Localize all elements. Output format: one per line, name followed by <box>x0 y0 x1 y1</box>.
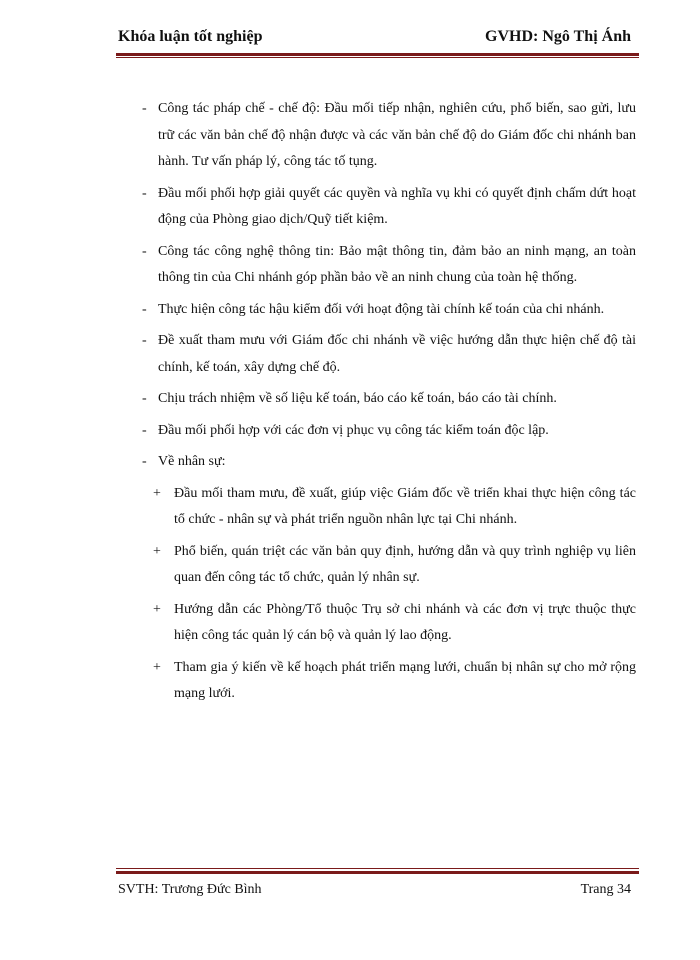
list-item <box>116 418 636 445</box>
dash-marker: - <box>142 333 147 348</box>
footer-rule-thin <box>116 868 639 869</box>
sub-list-item <box>116 539 636 592</box>
list-item-text: Chịu trách nhiệm về số liệu kế toán, báo cáo kế toán, báo cáo tài chính. <box>158 391 557 406</box>
list-item-text: Đề xuất tham mưu với Giám đốc chi nhánh về việc hướng dẫn thực hiện chế độ tài chính, kế toán, xây dựng chế độ. <box>158 333 636 375</box>
dash-marker: - <box>142 454 147 469</box>
list-item <box>116 96 636 176</box>
dash-marker: - <box>142 243 147 259</box>
list-item <box>116 239 636 292</box>
page-footer <box>118 882 637 902</box>
plus-marker: + <box>153 485 161 501</box>
list-item-text: Thực hiện công tác hậu kiểm đối với hoạt động tài chính kế toán của chi nhánh. <box>158 301 605 317</box>
sub-list-item-text: Đầu mối tham mưu, đề xuất, giúp việc Giám đốc về triển khai thực hiện công tác tổ chức - nhân sự và phát triển nguồn nhân lực tại Chi nhánh. <box>174 485 636 527</box>
header-rule-thick <box>116 53 639 56</box>
advisor-name: GVHD: Ngô Thị Ánh <box>485 28 631 45</box>
list-item-text: Về nhân sự: <box>158 454 226 469</box>
footer-rule-thick <box>116 871 639 874</box>
sub-list-item <box>116 597 636 650</box>
header-rule-thin <box>116 57 639 58</box>
page-number: Trang 34 <box>580 882 631 897</box>
student-name: SVTH: Trương Đức Bình <box>118 882 262 897</box>
list-item <box>116 181 636 234</box>
dash-marker: - <box>142 422 147 438</box>
list-item-text: Công tác pháp chế - chế độ: Đầu mối tiếp nhận, nghiên cứu, phổ biến, sao gửi, lưu trữ các văn bản chế độ nhận được và các văn bản chế độ do Giám đốc chi nhánh ban hành. Tư vấn pháp lý, công tác tố tụng. <box>158 101 636 169</box>
dash-marker: - <box>142 185 147 201</box>
list-item-text: Công tác công nghệ thông tin: Bảo mật thông tin, đảm bảo an ninh mạng, an toàn thông tin của Chi nhánh góp phần bảo về an ninh chung của toàn hệ thống. <box>158 243 636 285</box>
list-item-text: Đầu mối phối hợp giải quyết các quyền và nghĩa vụ khi có quyết định chấm dứt hoạt động của Phòng giao dịch/Quỹ tiết kiệm. <box>158 185 636 227</box>
dash-marker: - <box>142 391 147 406</box>
list-item <box>116 386 636 413</box>
sub-list-item <box>116 481 636 534</box>
list-item <box>116 328 636 381</box>
plus-marker: + <box>153 543 161 559</box>
list-item <box>116 297 636 324</box>
sub-list-item-text: Hướng dẫn các Phòng/Tổ thuộc Trụ sở chi nhánh và các đơn vị trực thuộc thực hiện công tác quản lý cán bộ và quản lý lao động. <box>174 601 636 643</box>
sub-list-item <box>116 655 636 708</box>
thesis-title: Khóa luận tốt nghiệp <box>118 28 263 45</box>
plus-marker: + <box>153 601 161 617</box>
list-item <box>116 449 636 476</box>
sub-list-item-text: Tham gia ý kiến về kế hoạch phát triển mạng lưới, chuẩn bị nhân sự cho mở rộng mạng lưới. <box>174 659 636 701</box>
sub-list-item-text: Phổ biến, quán triệt các văn bản quy định, hướng dẫn và quy trình nghiệp vụ liên quan đến công tác tổ chức, quản lý nhân sự. <box>174 543 636 585</box>
page-header <box>118 28 637 50</box>
dash-marker: - <box>142 101 147 116</box>
dash-marker: - <box>142 301 147 317</box>
plus-marker: + <box>153 659 161 675</box>
list-item-text: Đầu mối phối hợp với các đơn vị phục vụ công tác kiểm toán độc lập. <box>158 422 549 438</box>
page-body <box>116 96 636 713</box>
